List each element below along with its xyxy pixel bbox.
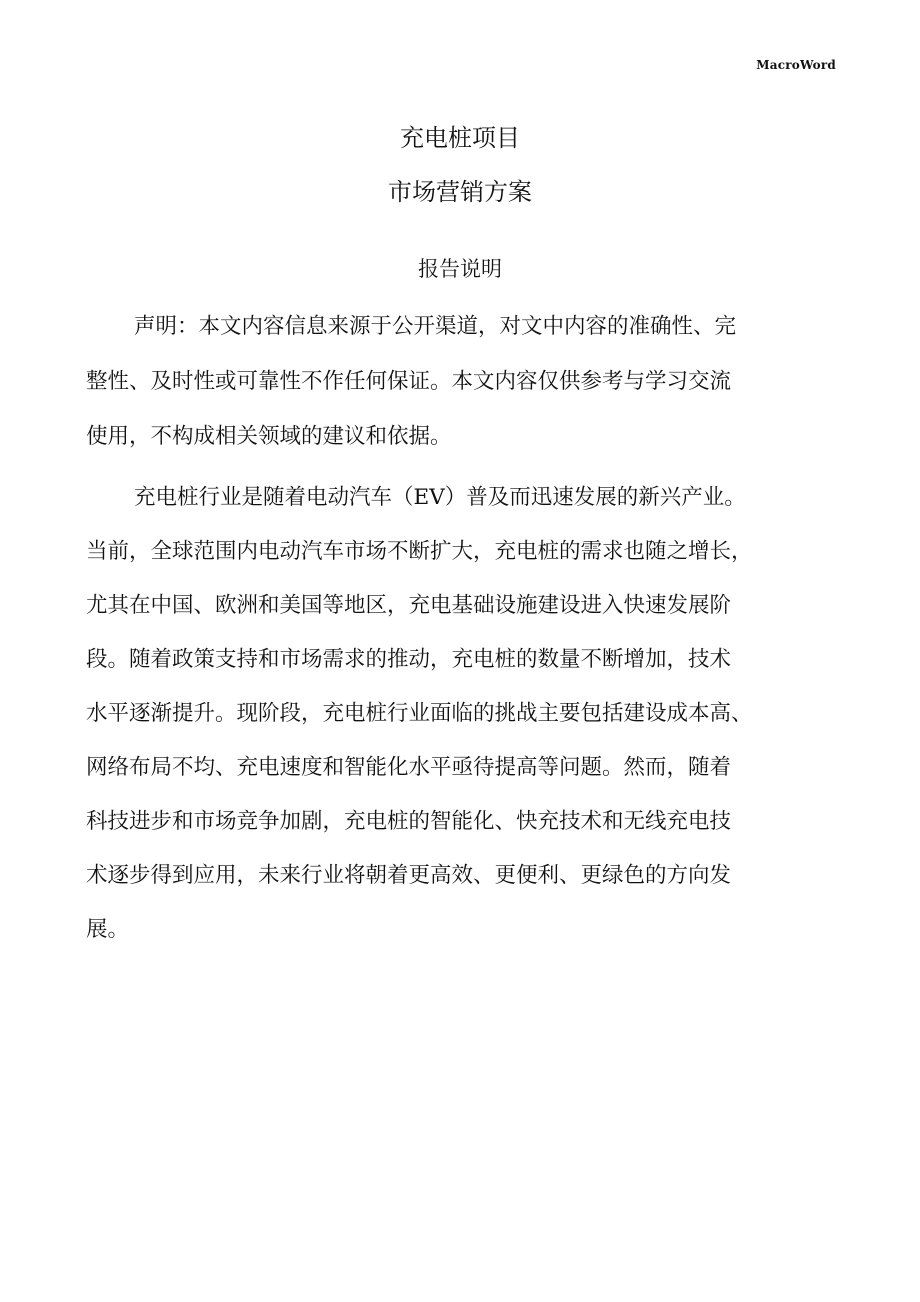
paragraph1-line: 声明：本文内容信息来源于公开渠道，对文中内容的准确性、完	[134, 314, 737, 339]
document-title-line1: 充电桩项目	[400, 124, 520, 152]
paragraph2-line: 水平逐渐提升。现阶段，充电桩行业面临的挑战主要包括建设成本高、	[86, 701, 753, 726]
paragraph2-line: 科技进步和市场竞争加剧，充电桩的智能化、快充技术和无线充电技	[86, 809, 732, 834]
paragraph2-line: 网络布局不均、充电速度和智能化水平亟待提高等问题。然而，随着	[86, 755, 732, 780]
paragraph2-line: 术逐步得到应用，未来行业将朝着更高效、更便利、更绿色的方向发	[86, 863, 732, 888]
document-title-line2: 市场营销方案	[388, 178, 532, 206]
section-heading: 报告说明	[418, 257, 502, 281]
paragraph2-line: 当前，全球范围内电动汽车市场不断扩大，充电桩的需求也随之增长，	[86, 539, 753, 564]
paragraph1-line: 整性、及时性或可靠性不作任何保证。本文内容仅供参考与学习交流	[86, 369, 732, 394]
paragraph2-line: 充电桩行业是随着电动汽车（EV）普及而迅速发展的新兴产业。	[134, 485, 746, 510]
paragraph2-line: 展。	[86, 917, 130, 942]
header-brand: MacroWord	[756, 58, 836, 72]
paragraph1-line: 使用，不构成相关领域的建议和依据。	[86, 424, 452, 449]
paragraph2-line: 段。随着政策支持和市场需求的推动，充电桩的数量不断增加，技术	[86, 647, 732, 672]
paragraph2-line: 尤其在中国、欧洲和美国等地区，充电基础设施建设进入快速发展阶	[86, 593, 732, 618]
